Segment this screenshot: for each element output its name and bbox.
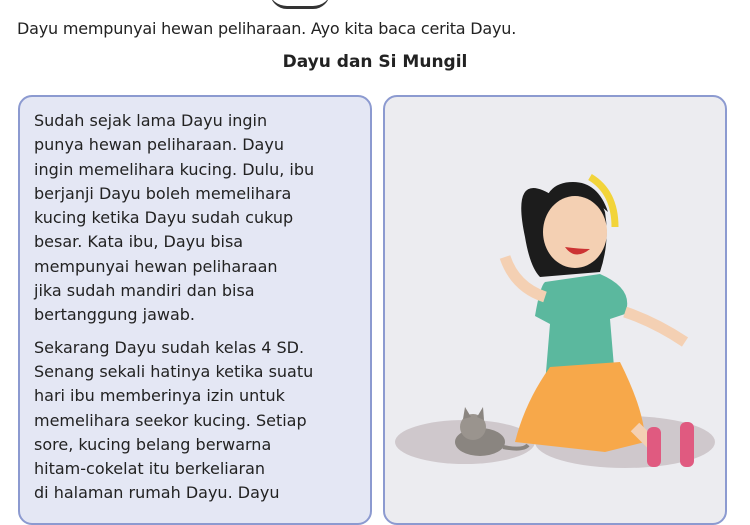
- story-title: Dayu dan Si Mungil: [282, 52, 468, 72]
- girl-and-cat-illustration: [385, 97, 725, 507]
- header-decoration: [270, 0, 330, 9]
- story-box: [18, 95, 372, 525]
- intro-text: Dayu mempunyai hewan peliharaan. Ayo kita baca cerita Dayu.: [17, 19, 517, 38]
- story-text: [34, 109, 364, 514]
- illustration-box: [383, 95, 727, 525]
- story-paragraph: Sekarang Dayu sudah kelas 4 SD. Senang sekali hatinya ketika suatu hari ibu memberinya izin untuk memelihara seekor kucing. Setiap sore, kucing belang berwarna hitam-cokelat itu berkeliaran di halaman rumah Dayu. Dayu: [34, 337, 314, 503]
- story-paragraph: Sudah sejak lama Dayu ingin punya hewan peliharaan. Dayu ingin memelihara kucing. Dulu, ibu berjanji Dayu boleh memelihara kucing ketika Dayu sudah cukup besar. Kata ibu, Dayu bisa mempunyai hewan peliharaan jika sudah mandiri dan bisa bertanggung jawab.: [34, 111, 315, 325]
